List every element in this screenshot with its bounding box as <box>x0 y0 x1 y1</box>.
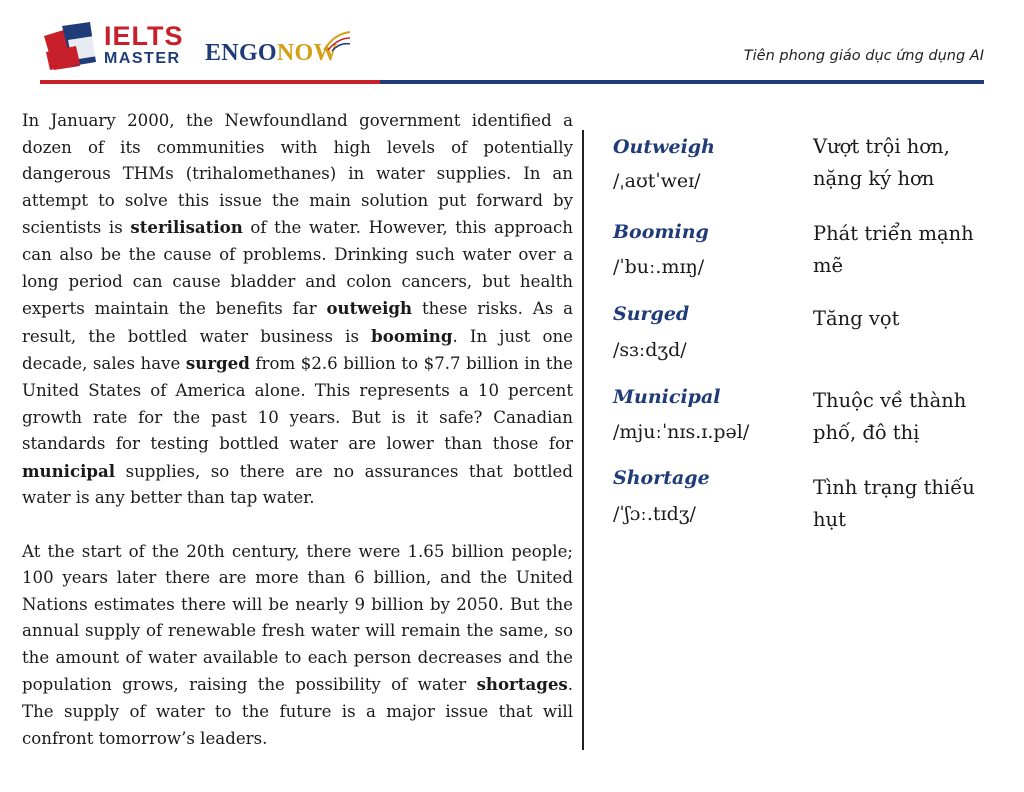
vocab-meaning: Tình trạng thiếu hụt <box>813 476 975 531</box>
vocab-ipa: /ˈʃɔː.tɪdʒ/ <box>613 503 696 525</box>
vocab-ipa: /ˌaʊtˈweɪ/ <box>613 170 701 192</box>
vocab-ipa: /ˈbuː.mɪŋ/ <box>613 256 705 278</box>
vocab-word: Municipal <box>613 386 721 408</box>
header-divider <box>40 80 984 84</box>
engonow-logo <box>205 40 338 66</box>
logo-ielts-text: IELTS <box>104 21 184 51</box>
passage-text: At the start of the 20th century, there were 1.65 billion people; 100 years later there are more than 6 billion, and the United Nations estimates there will be nearly 9 billion by 2050. But the annual supply of renewable fresh water will remain the same, so the amount of water available to each person decreases and the population grows, raising the possibility of water <box>22 541 573 695</box>
passage-text: supplies, so there are no assurances that bottled water is any better than tap water. <box>22 461 573 508</box>
vocab-word: Outweigh <box>613 136 715 158</box>
passage-text: from $2.6 billion to $7.7 billion in the United States of America alone. This represents a 10 percent growth rate for the past 10 years. But is it safe? Canadian standards for testing bottled water are lower than those for <box>22 354 574 454</box>
passage-paragraph-2 <box>22 539 573 753</box>
passage-text: these risks. As a result, the bottled water business is <box>22 299 573 346</box>
highlighted-word: sterilisation <box>130 217 243 238</box>
header-divider-red <box>40 80 380 84</box>
highlighted-word: booming <box>371 325 453 346</box>
column-divider <box>582 130 584 750</box>
passage-paragraph-1 <box>22 108 573 512</box>
logo-engo-text: ENGO <box>205 40 277 66</box>
passage-text: . In just one decade, sales have <box>22 326 573 374</box>
highlighted-word: outweigh <box>326 298 413 319</box>
header-divider-blue <box>380 80 984 84</box>
vocab-meaning: Thuộc về thành phố, đô thị <box>813 389 967 444</box>
passage-text: of the water. However, this approach can also be the cause of problems. Drinking such water over a long period can cause bladder and colon cancers, but health experts maintain the benefits far <box>22 218 573 319</box>
vocab-ipa: /mjuːˈnɪs.ɪ.pəl/ <box>613 421 750 443</box>
vocab-meaning: Tăng vọt <box>813 307 900 330</box>
highlighted-word: shortages <box>476 674 568 695</box>
ielts-master-logo-icon <box>40 22 102 72</box>
passage-text: In January 2000, the Newfoundland government identified a dozen of its communities with high levels of potentially dangerous THMs (trihalomethanes) in water supplies. In an attempt to solve this issue the main solution put forward by scientists is <box>22 111 573 238</box>
logo-now-text: NOW <box>276 40 338 66</box>
tagline: Tiên phong giáo dục ứng dụng AI <box>743 48 984 64</box>
passage-text: . The supply of water to the future is a major issue that will confront tomorrow’s leaders. <box>22 675 573 748</box>
vocab-word: Shortage <box>613 467 710 489</box>
reading-passage <box>22 108 573 752</box>
highlighted-word: municipal <box>22 460 116 481</box>
vocab-word: Booming <box>613 221 709 243</box>
logo-master-text: MASTER <box>104 50 181 67</box>
vocab-ipa: /sɜːdʒd/ <box>613 339 687 361</box>
vocab-meaning: Vượt trội hơn, nặng ký hơn <box>813 135 950 190</box>
vocab-word: Surged <box>613 303 690 325</box>
sparkle-icon <box>322 30 352 52</box>
highlighted-word: surged <box>185 353 250 374</box>
vocab-meaning: Phát triển mạnh mẽ <box>813 222 974 277</box>
